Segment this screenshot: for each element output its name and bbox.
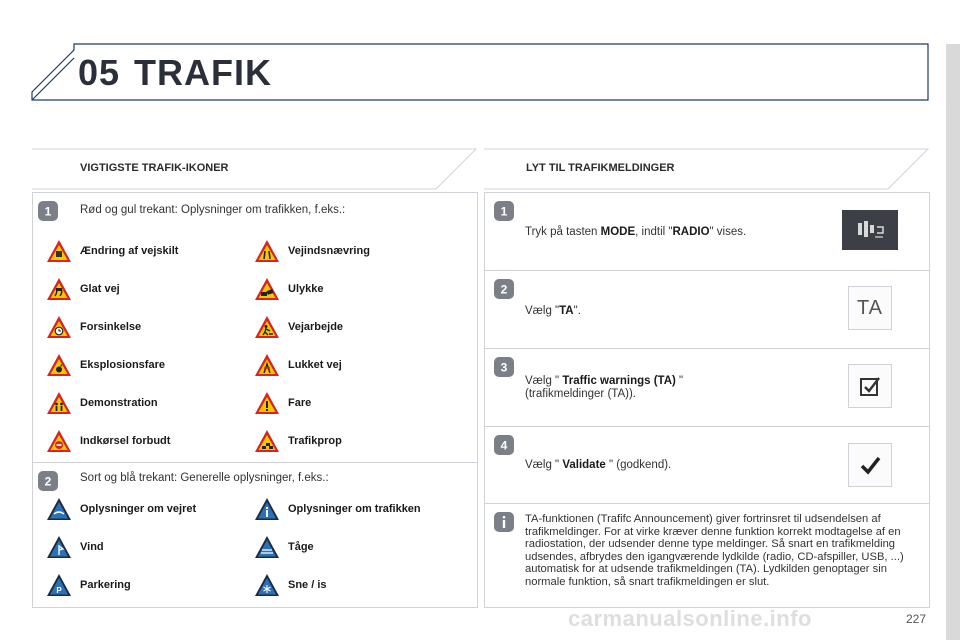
step-4-instruction: Vælg " Validate " (godkend). [525,459,672,471]
traffic-jam-icon [254,429,280,453]
step-badge-number: 3 [500,360,508,375]
info-badge [494,512,514,532]
parking-icon [46,573,72,597]
sign-label: Demonstration [80,397,158,409]
step-badge-number: 4 [500,438,508,453]
panel-divider [484,503,930,504]
ta-info-paragraph: TA-funktionen (Trafifc Announcement) giver fortrinsret til udsendelsen af trafikmeldinger. For at virke kræver denne funktion korrekt modtagelse af en radiostation, der udsender denne type meldinger. Så snart en trafikmelding udsendes, afbrydes den igangværende lydkilde (radio, CD-afspiller, USB, ...) automatisk for at udsende trafikmeldingen (TA). Lydkilden genoptager sin normale funktion, så snart trafikmeldingen er slut. [525,513,904,588]
sign-item [46,277,120,301]
delay-clock-icon [46,315,72,339]
step-badge-number: 1 [500,204,508,219]
sign-label: Fare [288,397,312,409]
traffic-info-icon [254,497,280,521]
sign-item [254,353,342,377]
checkbox-checked-icon [859,375,881,397]
step-badge-1 [38,201,58,221]
sign-item [254,391,311,415]
sign-item [254,429,342,453]
sign-item [254,573,327,597]
demonstration-icon [46,391,72,415]
sign-item [46,353,165,377]
traffic-warnings-option-name: Traffic warnings (TA) [562,375,676,387]
sign-item [254,239,370,263]
panel-divider [32,462,478,463]
sign-item [46,573,131,597]
left-section-heading [32,148,478,190]
sign-label: Vind [80,541,104,553]
group1-intro: Rød og gul trekant: Oplysninger om trafikken, f.eks.: [80,204,346,216]
sign-label: Oplysninger om trafikken [288,503,421,515]
group2-intro: Sort og blå trekant: Generelle oplysninger, f.eks.: [80,472,329,484]
radio-mode-name: RADIO [672,226,710,238]
sign-item [46,497,196,521]
ta-key-icon: TA [856,296,884,319]
validate-option-name: Validate [562,459,606,471]
sign-label: Eksplosionsfare [80,359,165,371]
page-edge-strip [946,44,960,640]
sign-change-icon [46,239,72,263]
sign-item [254,277,323,301]
sign-label: Forsinkelse [80,321,142,333]
sign-label: Trafikprop [288,435,342,447]
sign-item [254,497,421,521]
validate-button[interactable] [848,443,892,487]
accident-icon [254,277,280,301]
svg-text:P: P [56,586,62,595]
sign-item [254,315,343,339]
sign-label: Tåge [288,541,314,553]
chapter-number: 05 [78,52,121,93]
sign-item [46,535,104,559]
snow-ice-icon [254,573,280,597]
watermark: carmanualsonline.info [568,606,812,631]
sign-label: Oplysninger om vejret [80,503,197,515]
step-2-instruction: Vælg "TA". [525,305,581,317]
page-number: 227 [906,612,927,626]
sign-label: Indkørsel forbudt [80,435,171,447]
sign-item [46,315,141,339]
explosion-icon [46,353,72,377]
roadworks-icon [254,315,280,339]
wind-icon [46,535,72,559]
sign-label: Vejarbejde [288,321,344,333]
danger-exclamation-icon [254,391,280,415]
right-section-heading [484,148,930,190]
sign-label: Glat vej [80,283,120,295]
sign-label: Parkering [80,579,131,591]
mode-button[interactable] [842,210,898,250]
mode-radio-icon [853,217,887,243]
road-closed-icon [254,353,280,377]
step-badge-1 [494,201,514,221]
sign-label: Vejindsnævring [288,245,370,257]
step-badge-number: 2 [44,474,52,489]
weather-info-icon [46,497,72,521]
sign-item [254,535,314,559]
step-badge-number: 2 [500,282,508,297]
sign-item [46,239,178,263]
right-section-title: LYT TIL TRAFIKMELDINGER [526,162,675,174]
sign-label: Ulykke [288,283,324,295]
chapter-title: TRAFIK [134,52,272,93]
traffic-warnings-checkbox[interactable] [848,364,892,408]
left-section-title: VIGTIGSTE TRAFIK-IKONER [80,162,229,174]
panel-divider [484,348,930,349]
ta-button[interactable] [848,286,892,330]
no-entry-icon [46,429,72,453]
step-1-instruction: Tryk på tasten MODE, indtil "RADIO" vises. [525,226,747,238]
sign-label: Sne / is [288,579,327,591]
panel-divider [484,426,930,427]
slippery-road-icon [46,277,72,301]
panel-divider [484,270,930,271]
checkmark-icon [859,454,881,476]
step-badge-2 [494,279,514,299]
mode-key-name: MODE [600,226,636,238]
info-icon [494,512,514,532]
sign-label: Lukket vej [288,359,342,371]
sign-item [46,391,158,415]
ta-option-name: TA [559,305,574,317]
step-badge-4 [494,435,514,455]
road-narrows-icon [254,239,280,263]
step-badge-number: 1 [44,204,52,219]
fog-icon [254,535,280,559]
sign-item [46,429,170,453]
step-3-instruction: Vælg " Traffic warnings (TA) " (trafikmeldinger (TA)). [525,375,684,400]
step-badge-3 [494,357,514,377]
step-badge-2 [38,471,58,491]
sign-label: Ændring af vejskilt [80,245,179,257]
